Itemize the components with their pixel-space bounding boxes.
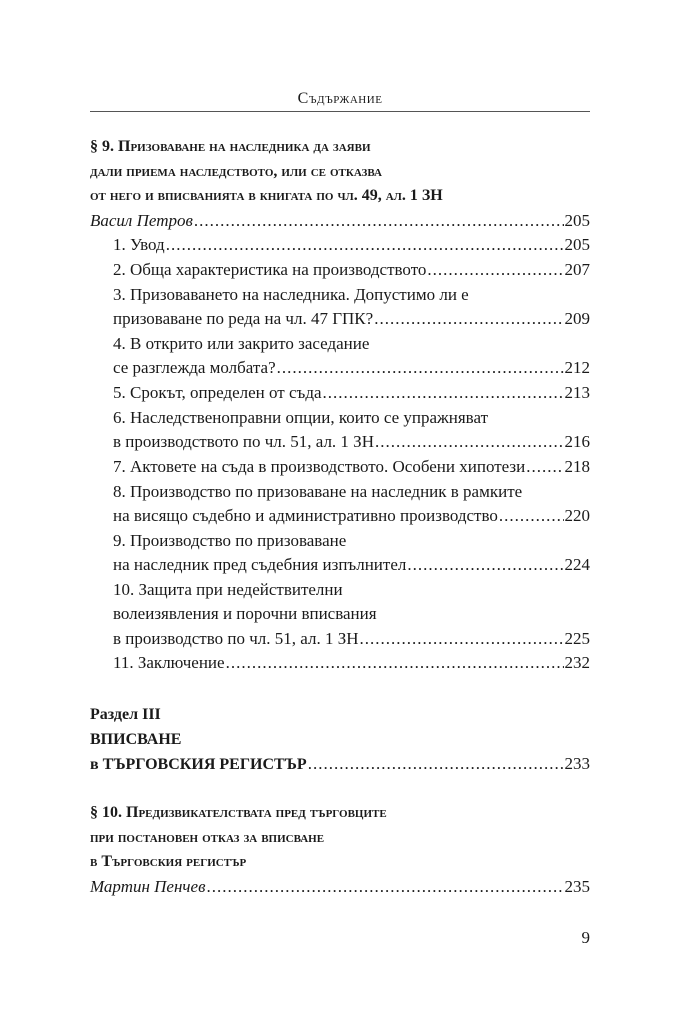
page-ref: 207 <box>564 260 590 279</box>
toc-entry-7[interactable] <box>113 455 590 479</box>
toc-entry-title: 1. Увод <box>113 235 165 254</box>
part-title-line1: ВПИСВАНЕ <box>90 731 182 748</box>
toc-entry-title: се разглежда молбата? <box>113 358 276 377</box>
toc-entry-8-line1: 8. Производство по призоваване на наследник в рамките <box>113 482 523 501</box>
author-name: Васил Петров <box>90 211 193 230</box>
toc-entry-1[interactable] <box>113 233 590 257</box>
page-ref: 218 <box>564 457 590 476</box>
page-ref: 205 <box>564 211 590 230</box>
page-ref: 216 <box>564 432 590 451</box>
section10-heading-line2: при постановен отказ за вписване <box>90 829 325 846</box>
toc-entry-9-line1: 9. Производство по призоваване <box>113 531 347 550</box>
dot-leader <box>226 651 564 675</box>
section9-heading-line3: от него и вписванията в книгата по чл. 49, ал. 1 ЗН <box>90 187 443 204</box>
page-ref: 220 <box>564 506 590 525</box>
dot-leader <box>206 875 563 899</box>
page-number: 9 <box>581 928 590 947</box>
page-ref: 212 <box>564 358 590 377</box>
page-ref: 235 <box>564 877 590 896</box>
part-title-row[interactable] <box>90 752 590 776</box>
toc-entry-4[interactable] <box>113 356 590 380</box>
toc-entry-9[interactable] <box>113 553 590 577</box>
dot-leader <box>194 209 564 233</box>
dot-leader <box>277 356 564 380</box>
toc-entry-3[interactable] <box>113 307 590 331</box>
dot-leader <box>526 455 563 479</box>
toc-entry-title: 11. Заключение <box>113 653 225 672</box>
toc-entry-3-line1: 3. Призоваването на наследника. Допустимо ли е <box>113 285 469 304</box>
page-ref: 209 <box>564 309 590 328</box>
toc-entry-5[interactable] <box>113 381 590 405</box>
dot-leader <box>407 553 563 577</box>
dot-leader <box>360 627 564 651</box>
toc-entry-8[interactable] <box>113 504 590 528</box>
section9-author-row[interactable] <box>90 209 590 233</box>
toc-entry-title: призоваване по реда на чл. 47 ГПК? <box>113 309 374 328</box>
toc-entry-title: на наследник пред съдебния изпълнител <box>113 555 407 574</box>
toc-entry-title: 7. Актовете на съда в производството. Особени хипотези <box>113 457 526 476</box>
section9-heading-line1: § 9. Призоваване на наследника да заяви <box>90 138 371 155</box>
dot-leader <box>323 381 564 405</box>
toc-entry-10-line1: 10. Защита при недействителни <box>113 580 343 599</box>
page-ref: 232 <box>564 653 590 672</box>
section10-author-row[interactable] <box>90 875 590 899</box>
toc-entry-6[interactable] <box>113 430 590 454</box>
section10-heading-line3: в Търговския регистър <box>90 853 247 870</box>
section10-heading-line1: § 10. Предизвикателствата пред търговците <box>90 804 387 821</box>
dot-leader <box>375 430 564 454</box>
toc-entry-2[interactable] <box>113 258 590 282</box>
toc-entry-title: в производство по чл. 51, ал. 1 ЗН <box>113 629 359 648</box>
dot-leader <box>499 504 564 528</box>
dot-leader <box>166 233 564 257</box>
dot-leader <box>308 752 564 776</box>
part-label: Раздел III <box>90 706 161 723</box>
toc-entry-10[interactable] <box>113 627 590 651</box>
toc-entry-title: на висящо съдебно и административно производство <box>113 506 498 525</box>
author-name: Мартин Пенчев <box>90 877 206 896</box>
page-ref: 225 <box>564 629 590 648</box>
dot-leader <box>427 258 563 282</box>
page-ref: 205 <box>564 235 590 254</box>
toc-entry-4-line1: 4. В открито или закрито заседание <box>113 334 370 353</box>
header-rule <box>90 111 590 112</box>
toc-entry-title: 5. Срокът, определен от съда <box>113 383 322 402</box>
dot-leader <box>374 307 563 331</box>
toc-entry-11[interactable] <box>113 651 590 675</box>
part-title-line2: в ТЪРГОВСКИЯ РЕГИСТЪР <box>90 756 307 773</box>
section9-heading-line2: дали приема наследството, или се отказва <box>90 163 382 180</box>
toc-entry-title: в производството по чл. 51, ал. 1 ЗН <box>113 432 374 451</box>
toc-entry-6-line1: 6. Наследственоправни опции, които се упражняват <box>113 408 489 427</box>
page-ref: 233 <box>564 754 590 773</box>
page-ref: 224 <box>564 555 590 574</box>
toc-entry-10-line2: волеизявления и порочни вписвания <box>113 604 377 623</box>
running-head: Съдържание <box>297 90 383 107</box>
toc-entry-title: 2. Обща характеристика на производството <box>113 260 427 279</box>
page-ref: 213 <box>564 383 590 402</box>
